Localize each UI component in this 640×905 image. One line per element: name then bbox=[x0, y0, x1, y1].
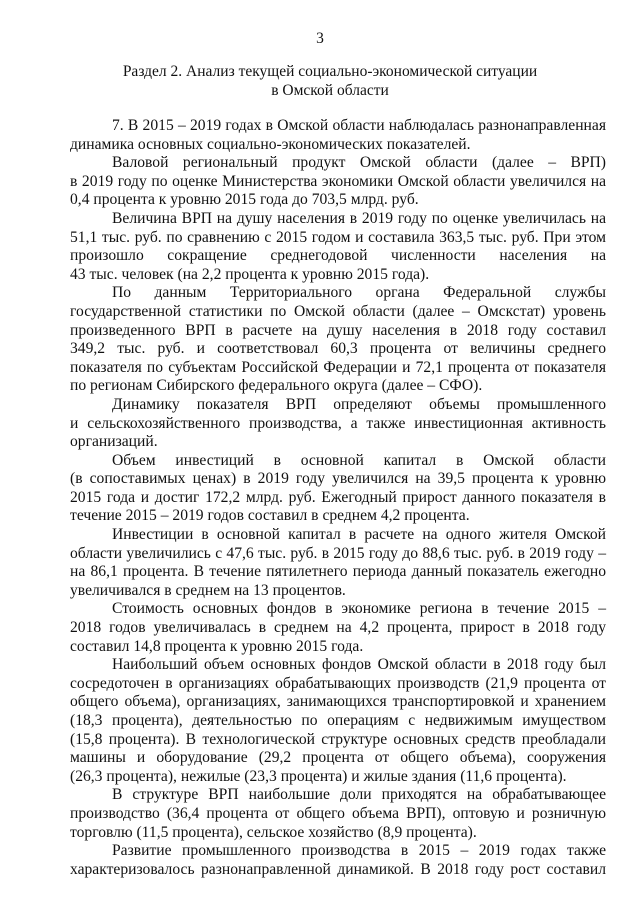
paragraph-line: сосредоточен в организациях обрабатывающих производств (21,9 процента от bbox=[70, 674, 606, 692]
paragraph-line: 43 тыс. человек (на 2,2 процента к уровню 2015 года). bbox=[70, 265, 430, 283]
paragraph-line: 0,4 процента к уровню 2015 года до 703,5 млрд. руб. bbox=[70, 191, 419, 209]
paragraph-line: торговлю (11,5 процента), сельское хозяйство (8,9 процента). bbox=[70, 823, 477, 841]
paragraph bbox=[70, 452, 606, 526]
page-number: 3 bbox=[316, 30, 324, 47]
paragraph-line: течение 2015 – 2019 годов составил в среднем 4,2 процента. bbox=[70, 507, 470, 525]
body-text bbox=[70, 117, 606, 879]
paragraph bbox=[70, 284, 606, 396]
paragraph-line: показателя по субъектам Российской Федерации и 72,1 процента от показателя bbox=[70, 358, 606, 376]
paragraph-line: 349,2 тыс. руб. и соответствовал 60,3 процента от величины среднего bbox=[70, 340, 606, 358]
paragraph bbox=[70, 786, 606, 842]
paragraph-line: производство (36,4 процента от общего объема ВРП), оптовую и розничную bbox=[70, 804, 606, 822]
paragraph-line: составил 14,8 процента к уровню 2015 года. bbox=[70, 637, 364, 655]
paragraph-line: государственной статистики по Омской области (далее – Омскстат) уровень bbox=[70, 302, 606, 320]
paragraph-line: в 2019 году по оценке Министерства экономики Омской области увеличился на bbox=[70, 172, 606, 190]
paragraph-line: произошло сокращение среднегодовой численности населения на bbox=[70, 247, 606, 265]
paragraph-line: (26,3 процента), нежилые (23,3 процента) и жилые здания (11,6 процента). bbox=[70, 767, 567, 785]
paragraph-line: области увеличились с 47,6 тыс. руб. в 2015 году до 88,6 тыс. руб. в 2019 году – bbox=[70, 544, 606, 562]
paragraph-line: 7. В 2015 – 2019 годах в Омской области наблюдалась разнонаправленная bbox=[112, 117, 606, 134]
section-heading bbox=[60, 63, 600, 100]
paragraph-line: Инвестиции в основной капитал в расчете на одного жителя Омской bbox=[112, 526, 606, 544]
paragraph bbox=[70, 600, 606, 656]
paragraph-line: 2018 годов увеличивалась в среднем на 4,2 процента, прирост в 2018 году bbox=[70, 619, 606, 637]
paragraph-line: (18,3 процента), деятельностью по операциям с недвижимым имуществом bbox=[70, 712, 606, 729]
paragraph-line: организаций. bbox=[70, 433, 158, 451]
paragraph-line: характеризовалось разнонаправленной динамикой. В 2018 году рост составил bbox=[70, 860, 606, 878]
paragraph bbox=[70, 842, 606, 879]
paragraph-line: машины и оборудование (29,2 процента от общего объема), сооружения bbox=[70, 749, 606, 767]
paragraph bbox=[70, 210, 606, 284]
paragraph-line: По данным Территориального органа Федеральной службы bbox=[112, 284, 606, 302]
paragraph-line: динамика основных социально-экономических показателей. bbox=[70, 135, 471, 153]
paragraph-line: и сельскохозяйственного производства, а также инвестиционная активность bbox=[70, 414, 606, 432]
paragraph bbox=[70, 396, 606, 452]
paragraph-line: Величина ВРП на душу населения в 2019 году по оценке увеличилась на bbox=[112, 209, 606, 227]
paragraph-line: увеличивался в среднем на 13 процентов. bbox=[70, 581, 346, 599]
paragraph-line: Наибольший объем основных фондов Омской области в 2018 году был bbox=[112, 656, 606, 674]
paragraph-line: Стоимость основных фондов в экономике региона в течение 2015 – bbox=[112, 600, 606, 618]
paragraph bbox=[70, 117, 606, 154]
paragraph-line: на 86,1 процента. В течение пятилетнего периода данный показатель ежегодно bbox=[70, 563, 606, 581]
heading-line: в Омской области bbox=[271, 81, 389, 99]
paragraph-line: произведенного ВРП в расчете на душу населения в 2018 году составил bbox=[70, 321, 606, 339]
paragraph-line: В структуре ВРП наибольшие доли приходятся на обрабатывающее bbox=[112, 786, 606, 804]
paragraph-line: общего объема), организациях, занимающихся транспортировкой и хранением bbox=[70, 693, 606, 711]
paragraph-line: 51,1 тыс. руб. по сравнению с 2015 годом и составила 363,5 тыс. руб. При этом bbox=[70, 228, 606, 246]
paragraph bbox=[70, 154, 606, 210]
paragraph-line: (15,8 процента). В технологической структуре основных средств преобладали bbox=[70, 730, 606, 748]
paragraph bbox=[70, 526, 606, 600]
paragraph bbox=[70, 656, 606, 786]
paragraph-line: Развитие промышленного производства в 2015 – 2019 годах также bbox=[112, 842, 606, 860]
paragraph-line: (в сопоставимых ценах) в 2019 году увеличился на 39,5 процента к уровню bbox=[70, 470, 606, 488]
paragraph-line: по регионам Сибирского федерального округа (далее – СФО). bbox=[70, 377, 483, 395]
paragraph-line: 2015 года и достиг 172,2 млрд. руб. Ежегодный прирост данного показателя в bbox=[70, 488, 606, 506]
paragraph-line: Валовой региональный продукт Омской области (далее – ВРП) bbox=[112, 154, 606, 172]
paragraph-line: Объем инвестиций в основной капитал в Омской области bbox=[112, 451, 606, 469]
heading-line: Раздел 2. Анализ текущей социально-экономической ситуации bbox=[122, 63, 538, 80]
paragraph-line: Динамику показателя ВРП определяют объемы промышленного bbox=[112, 395, 606, 413]
